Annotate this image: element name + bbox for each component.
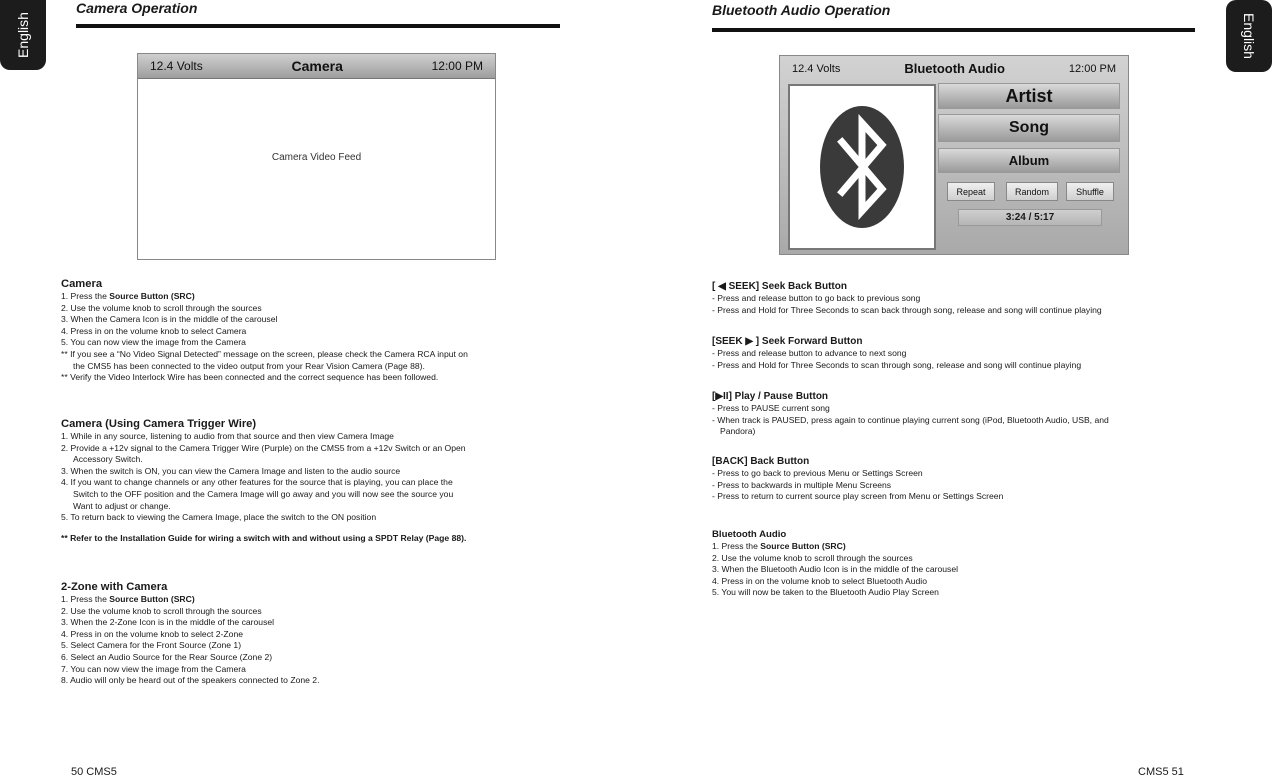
bluetooth-audio-heading: Bluetooth Audio [712, 529, 787, 540]
clock-readout: 12:00 PM [431, 59, 483, 73]
list-item: 5. You can now view the image from the Camera [61, 337, 246, 348]
back-button-heading: [BACK] Back Button [712, 456, 810, 467]
album-art-box [788, 84, 936, 250]
list-item: 5. You will now be taken to the Bluetooth Audio Play Screen [712, 587, 939, 598]
seek-forward-section [712, 335, 1212, 371]
list-item: - Press and Hold for Three Seconds to scan through song, release and song will continue playing [712, 359, 1082, 370]
note: ** Verify the Video Interlock Wire has been connected and the correct sequence has been followed. [61, 372, 439, 383]
owners-manual-tab-label: Owner's Manual [1241, 87, 1257, 189]
english-tab-left [0, 0, 46, 70]
list-item: 4. Press in on the volume knob to select Bluetooth Audio [712, 575, 927, 586]
left-title-rule [76, 24, 560, 28]
owners-manual-tab-left [0, 62, 46, 202]
list-item: Switch to the OFF position and the Camera Image will go away and you will now see the source you [73, 488, 454, 499]
list-item: 4. Press in on the volume knob to select 2-Zone [61, 628, 244, 639]
repeat-button[interactable]: Repeat [947, 182, 995, 201]
list-item: - Press and release button to go back to previous song [712, 293, 921, 303]
camera-operation-title: Camera Operation [76, 0, 198, 16]
list-item: 7. You can now view the image from the Camera [61, 663, 246, 674]
list-item: 1. Press the Source Button (SRC) [61, 291, 195, 301]
left-page-footer: 50 CMS5 [71, 766, 117, 778]
note: ** If you see a “No Video Signal Detected” message on the screen, please check the Camera RCA input on [61, 348, 468, 359]
list-item: 4. Press in on the volume knob to select Camera [61, 325, 247, 336]
two-zone-heading: 2-Zone with Camera [61, 581, 168, 593]
volts-readout: 12.4 Volts [150, 59, 203, 73]
list-item: Want to adjust or change. [73, 500, 171, 511]
album-field: Album [938, 148, 1120, 173]
list-item: - Press to PAUSE current song [712, 403, 830, 413]
list-item: - Press to return to current source play screen from Menu or Settings Screen [712, 491, 1004, 502]
bluetooth-audio-operation-title: Bluetooth Audio Operation [712, 2, 891, 18]
list-item: - Press to backwards in multiple Menu Screens [712, 479, 892, 490]
camera-screen-title: Camera [291, 58, 343, 74]
owners-manual-tab-right [1226, 64, 1272, 212]
english-tab-label: English [14, 12, 31, 58]
bluetooth-icon [790, 86, 934, 248]
right-title-rule [712, 28, 1195, 32]
play-pause-section [712, 390, 1212, 438]
list-item: 2. Use the volume knob to scroll through the sources [61, 302, 262, 313]
bluetooth-audio-section [712, 528, 1212, 599]
list-item: 8. Audio will only be heard out of the speakers connected to Zone 2. [61, 675, 320, 686]
two-zone-section [61, 580, 561, 687]
random-button[interactable]: Random [1006, 182, 1058, 201]
english-tab-label: English [1240, 13, 1257, 59]
seek-forward-heading: [SEEK ▶ ] Seek Forward Button [712, 336, 863, 347]
artist-field: Artist [938, 83, 1120, 109]
list-item: Accessory Switch. [73, 454, 143, 465]
list-item: - Press to go back to previous Menu or Settings Screen [712, 468, 923, 478]
camera-screen [137, 53, 496, 260]
song-field: Song [938, 114, 1120, 142]
list-item: 2. Provide a +12v signal to the Camera Trigger Wire (Purple) on the CMS5 from a +12v Switch or an Open [61, 442, 466, 453]
camera-video-feed: Camera Video Feed [271, 152, 362, 163]
bluetooth-screen-title: Bluetooth Audio [904, 61, 1005, 76]
list-item: - Press and release button to advance to next song [712, 348, 907, 358]
list-item: 5. Select Camera for the Front Source (Zone 1) [61, 640, 242, 651]
list-item: 3. When the Camera Icon is in the middle of the carousel [61, 314, 278, 325]
camera-section [61, 277, 561, 384]
back-button-section [712, 455, 1212, 503]
list-item: 1. While in any source, listening to audio from that source and then view Camera Image [61, 431, 394, 441]
list-item: 4. If you want to change channels or any other features for the source that is playing, you can place the [61, 477, 453, 488]
list-item: Pandora) [720, 426, 756, 437]
play-pause-heading: [▶II] Play / Pause Button [712, 391, 829, 402]
note: ** Refer to the Installation Guide for wiring a switch with and without using a SPDT Relay (Page 88). [61, 532, 467, 543]
camera-status-bar [138, 54, 495, 79]
english-tab-right [1226, 0, 1272, 72]
list-item: 3. When the switch is ON, you can view the Camera Image and listen to the audio source [61, 465, 401, 476]
right-page-footer: CMS5 51 [1138, 766, 1184, 778]
list-item: 2. Use the volume knob to scroll through the sources [61, 605, 262, 616]
list-item: 2. Use the volume knob to scroll through the sources [712, 552, 913, 563]
clock-readout: 12:00 PM [1068, 62, 1116, 75]
owners-manual-tab-label: Owner's Manual [15, 81, 31, 183]
bluetooth-status-bar [780, 56, 1128, 81]
list-item: 3. When the 2-Zone Icon is in the middle of the carousel [61, 617, 275, 628]
note: the CMS5 has been connected to the video output from your Rear Vision Camera (Page 88). [73, 360, 425, 371]
list-item: 1. Press the Source Button (SRC) [712, 541, 846, 551]
list-item: - When track is PAUSED, press again to continue playing current song (iPod, Bluetooth Audio, USB, and [712, 414, 1109, 425]
track-progress: 3:24 / 5:17 [958, 209, 1102, 226]
camera-trigger-heading: Camera (Using Camera Trigger Wire) [61, 418, 257, 430]
list-item: 1. Press the Source Button (SRC) [61, 594, 195, 604]
seek-back-heading: [ ◀ SEEK] Seek Back Button [712, 281, 847, 292]
seek-back-section [712, 280, 1212, 316]
list-item: - Press and Hold for Three Seconds to scan back through song, release and song will continue playing [712, 304, 1102, 315]
shuffle-button[interactable]: Shuffle [1066, 182, 1114, 201]
camera-heading: Camera [61, 278, 103, 290]
camera-trigger-section [61, 417, 561, 544]
list-item: 3. When the Bluetooth Audio Icon is in the middle of the carousel [712, 564, 959, 575]
volts-readout: 12.4 Volts [792, 62, 841, 75]
list-item: 6. Select an Audio Source for the Rear Source (Zone 2) [61, 651, 273, 662]
bluetooth-audio-screen [779, 55, 1129, 255]
list-item: 5. To return back to viewing the Camera Image, place the switch to the ON position [61, 512, 377, 523]
